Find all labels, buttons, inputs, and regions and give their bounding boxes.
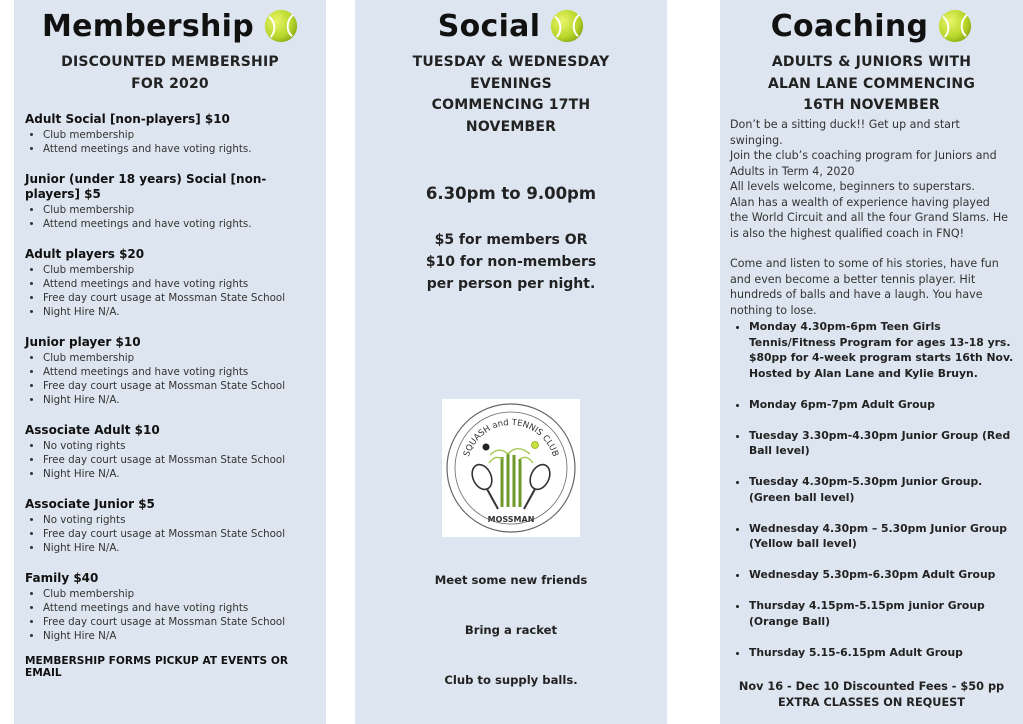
tier-adult-players — [25, 247, 321, 319]
para-line: Adults in Term 4, 2020 — [730, 164, 855, 178]
tier-heading: Junior (under 18 years) Social [non-players] $5 — [25, 172, 267, 201]
tier-bullet: • Club membership — [43, 263, 321, 277]
tier-bullet: • No voting rights — [43, 513, 321, 527]
session-line: • Tuesday 4.30pm-5.30pm Junior Group. — [749, 475, 983, 488]
tier-bullet: • Attend meetings and have voting rights — [43, 277, 321, 291]
membership-title: Membership — [41, 8, 255, 44]
session-line: Ball level) — [749, 444, 810, 457]
tier-bullet: • Club membership — [43, 351, 321, 365]
coaching-title-row — [720, 0, 1023, 52]
coaching-footer — [720, 679, 1023, 710]
footer-line: EXTRA CLASSES ON REQUEST — [777, 695, 966, 709]
tier-bullet: • Club membership — [43, 128, 321, 142]
tier-associate-adult — [25, 423, 321, 481]
subhead-line: COMMENCING 17TH — [431, 97, 591, 113]
coaching-session-list — [730, 319, 1023, 676]
logo-bottom-text: MOSSMAN — [487, 515, 535, 524]
footer-line: Nov 16 - Dec 10 Discounted Fees - $50 pp — [738, 680, 1005, 693]
session-item — [749, 567, 1023, 583]
session-line: (Green ball level) — [749, 490, 855, 504]
session-item — [749, 319, 1023, 381]
social-panel — [355, 0, 667, 724]
tier-bullet: • Free day court usage at Mossman State School — [43, 291, 321, 305]
session-item — [749, 521, 1023, 552]
subhead-line: TUESDAY & WEDNESDAY — [412, 54, 610, 70]
tier-bullet: • No voting rights — [43, 439, 321, 453]
session-line: • Monday 4.30pm-6pm Teen Girls — [749, 320, 941, 333]
para-line: Alan has a wealth of experience having played — [730, 195, 990, 209]
price-line: $10 for non-members — [425, 254, 597, 270]
tier-bullet: • Free day court usage at Mossman State School — [43, 379, 321, 393]
session-line: • Wednesday 4.30pm – 5.30pm Junior Group — [749, 521, 1008, 535]
session-line: • Wednesday 5.30pm-6.30pm Adult Group — [749, 568, 996, 581]
tennis-ball-icon — [938, 9, 972, 43]
social-title-row — [355, 0, 667, 52]
tier-bullet: • Attend meetings and have voting rights. — [43, 142, 321, 156]
social-line: Meet some new friends — [434, 573, 588, 587]
tier-associate-junior — [25, 497, 321, 555]
session-line: • Thursday 4.15pm-5.15pm junior Group — [749, 599, 985, 612]
membership-panel — [14, 0, 326, 724]
social-subhead — [355, 52, 667, 138]
social-price — [355, 229, 667, 295]
tier-heading: Junior player $10 — [25, 335, 141, 349]
membership-subhead — [14, 52, 326, 95]
membership-tier-list — [25, 112, 321, 679]
subhead-line: DISCOUNTED MEMBERSHIP — [61, 54, 279, 70]
tier-bullet: • Free day court usage at Mossman State School — [43, 453, 321, 467]
club-logo — [442, 399, 580, 537]
para-line: the World Circuit and all the four Grand Slams. He — [730, 211, 1008, 225]
coaching-subhead — [720, 52, 1023, 117]
para-line: All levels welcome, beginners to superstars. — [730, 180, 975, 193]
tennis-ball-icon — [264, 9, 298, 43]
tier-bullet: • Attend meetings and have voting rights. — [43, 217, 321, 231]
logo-top-text: SQUASH and TENNIS CLUB — [461, 417, 561, 458]
subhead-line: 16TH NOVEMBER — [803, 97, 940, 113]
subhead-line: ADULTS & JUNIORS WITH — [771, 54, 972, 70]
coaching-intro — [730, 117, 1015, 179]
para-line: Don’t be a sitting duck!! Get up and start swinging. — [730, 118, 960, 147]
membership-title-row — [14, 0, 326, 52]
para-line: hundreds of balls and have a laugh. You have — [730, 288, 983, 302]
price-line: per person per night. — [426, 276, 596, 292]
social-time: 6.30pm to 9.00pm — [425, 184, 597, 203]
session-line: • Monday 6pm-7pm Adult Group — [749, 397, 935, 411]
session-line: (Orange Ball) — [749, 614, 831, 628]
session-item — [749, 474, 1023, 505]
social-line: Bring a racket — [464, 623, 558, 637]
session-line: Hosted by Alan Lane and Kylie Bruyn. — [749, 366, 978, 380]
tier-bullet: • Night Hire N/A. — [43, 393, 321, 407]
tier-junior-social — [25, 172, 321, 231]
session-line: (Yellow ball level) — [749, 537, 857, 550]
session-line: $80pp for 4-week program starts 16th Nov. — [749, 351, 1014, 364]
subhead-line: NOVEMBER — [465, 118, 557, 135]
tier-bullet: • Night Hire N/A — [43, 629, 321, 643]
session-item — [749, 397, 1023, 413]
coaching-invite — [730, 256, 1015, 318]
tier-bullet: • Free day court usage at Mossman State School — [43, 615, 321, 629]
tier-bullet: • Night Hire N/A. — [43, 467, 321, 481]
tier-heading: Adult Social [non-players] $10 — [25, 112, 230, 126]
tier-adult-social — [25, 112, 321, 156]
para-line: Come and listen to some of his stories, have fun — [730, 257, 999, 270]
coaching-title: Coaching — [770, 8, 929, 44]
session-line: • Thursday 5.15-6.15pm Adult Group — [749, 645, 963, 659]
session-item — [749, 598, 1023, 629]
coaching-experience — [730, 179, 1015, 241]
tier-bullet: • Free day court usage at Mossman State School — [43, 527, 321, 541]
session-item — [749, 645, 1023, 661]
tier-heading: Family $40 — [25, 571, 99, 585]
tier-bullet: • Attend meetings and have voting rights — [43, 601, 321, 615]
coaching-panel — [720, 0, 1023, 724]
tier-heading: Adult players $20 — [25, 247, 145, 261]
para-line: Join the club’s coaching program for Juniors and — [730, 149, 997, 163]
membership-footer: MEMBERSHIP FORMS PICKUP AT EVENTS OR EMAIL — [25, 655, 289, 679]
para-line: nothing to lose. — [730, 303, 817, 317]
price-line: $5 for members OR — [434, 232, 588, 248]
tier-heading: Associate Junior $5 — [25, 497, 155, 511]
para-line: and even become a better tennis player. Hit — [730, 272, 976, 286]
tier-bullet: • Attend meetings and have voting rights — [43, 365, 321, 379]
subhead-line: EVENINGS — [470, 75, 552, 92]
session-item — [749, 428, 1023, 459]
tennis-ball-icon — [550, 9, 584, 43]
social-line: Club to supply balls. — [444, 673, 578, 687]
tier-bullet: • Club membership — [43, 203, 321, 217]
social-title: Social — [437, 8, 541, 44]
club-logo-graphic — [442, 399, 580, 537]
session-line: Tennis/Fitness Program for ages 13-18 yrs. — [749, 335, 1011, 349]
subhead-line: ALAN LANE COMMENCING — [767, 75, 976, 92]
tier-family — [25, 571, 321, 643]
tier-bullet: • Night Hire N/A. — [43, 541, 321, 555]
para-line: is also the highest qualified coach in FNQ! — [730, 226, 965, 240]
tier-heading: Associate Adult $10 — [25, 423, 160, 437]
session-line: • Tuesday 3.30pm-4.30pm Junior Group (Red — [749, 428, 1011, 442]
tier-junior-player — [25, 335, 321, 407]
tier-bullet: • Club membership — [43, 587, 321, 601]
subhead-line: FOR 2020 — [131, 75, 209, 92]
tier-bullet: • Night Hire N/A. — [43, 305, 321, 319]
